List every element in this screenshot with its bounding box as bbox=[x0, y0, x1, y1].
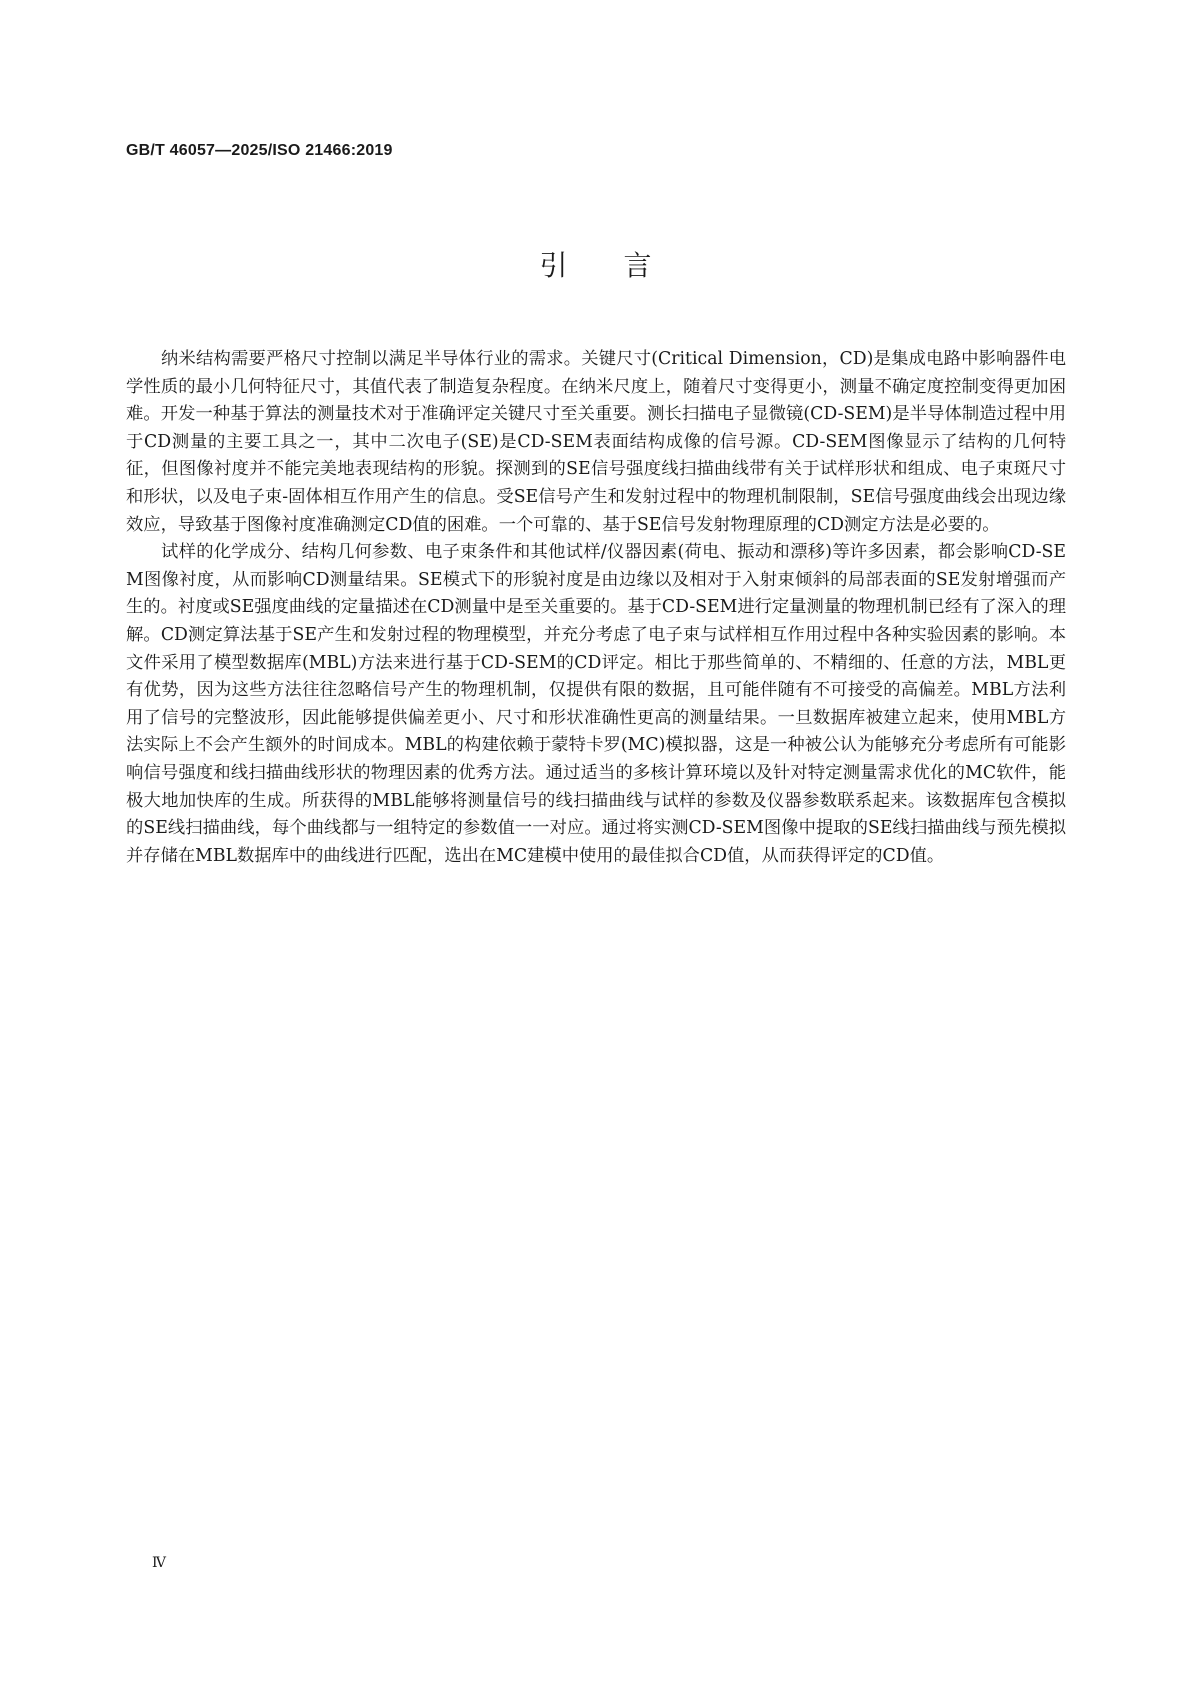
body-text bbox=[126, 346, 1066, 870]
paragraph-2: 试样的化学成分、结构几何参数、电子束条件和其他试样/仪器因素(荷电、振动和漂移)等许多因素，都会影响CD-SEM图像衬度，从而影响CD测量结果。SE模式下的形貌衬度是由边缘以及相对于入射束倾斜的局部表面的SE发射增强而产生的。衬度或SE强度曲线的定量描述在CD测量中是至关重要的。基于CD-SEM进行定量测量的物理机制已经有了深入的理解。CD测定算法基于SE产生和发射过程的物理模型，并充分考虑了电子束与试样相互作用过程中各种实验因素的影响。本文件采用了模型数据库(MBL)方法来进行基于CD-SEM的CD评定。相比于那些简单的、不精细的、任意的方法，MBL更有优势，因为这些方法往往忽略信号产生的物理机制，仅提供有限的数据，且可能伴随有不可接受的高偏差。MBL方法利用了信号的完整波形，因此能够提供偏差更小、尺寸和形状准确性更高的测量结果。一旦数据库被建立起来，使用MBL方法实际上不会产生额外的时间成本。MBL的构建依赖于蒙特卡罗(MC)模拟器，这是一种被公认为能够充分考虑所有可能影响信号强度和线扫描曲线形状的物理因素的优秀方法。通过适当的多核计算环境以及针对特定测量需求优化的MC软件，能极大地加快库的生成。所获得的MBL能够将测量信号的线扫描曲线与试样的参数及仪器参数联系起来。该数据库包含模拟的SE线扫描曲线，每个曲线都与一组特定的参数值一一对应。通过将实测CD-SEM图像中提取的SE线扫描曲线与预先模拟并存储在MBL数据库中的曲线进行匹配，选出在MC建模中使用的最佳拟合CD值，从而获得评定的CD值。 bbox=[126, 542, 1066, 866]
paragraph-1: 纳米结构需要严格尺寸控制以满足半导体行业的需求。关键尺寸(Critical Dimension，CD)是集成电路中影响器件电学性质的最小几何特征尺寸，其值代表了制造复杂程度。在纳米尺度上，随着尺寸变得更小，测量不确定度控制变得更加困难。开发一种基于算法的测量技术对于准确评定关键尺寸至关重要。测长扫描电子显微镜(CD-SEM)是半导体制造过程中用于CD测量的主要工具之一，其中二次电子(SE)是CD-SEM表面结构成像的信号源。CD-SEM图像显示了结构的几何特征，但图像衬度并不能完美地表现结构的形貌。探测到的SE信号强度线扫描曲线带有关于试样形状和组成、电子束斑尺寸和形状，以及电子束-固体相互作用产生的信息。受SE信号产生和发射过程中的物理机制限制，SE信号强度曲线会出现边缘效应，导致基于图像衬度准确测定CD值的困难。一个可靠的、基于SE信号发射物理原理的CD测定方法是必要的。 bbox=[126, 349, 1066, 535]
page-number: Ⅳ bbox=[152, 1556, 166, 1571]
standard-identifier: GB/T 46057—2025/ISO 21466:2019 bbox=[126, 142, 393, 159]
section-title: 引言 bbox=[539, 249, 708, 282]
